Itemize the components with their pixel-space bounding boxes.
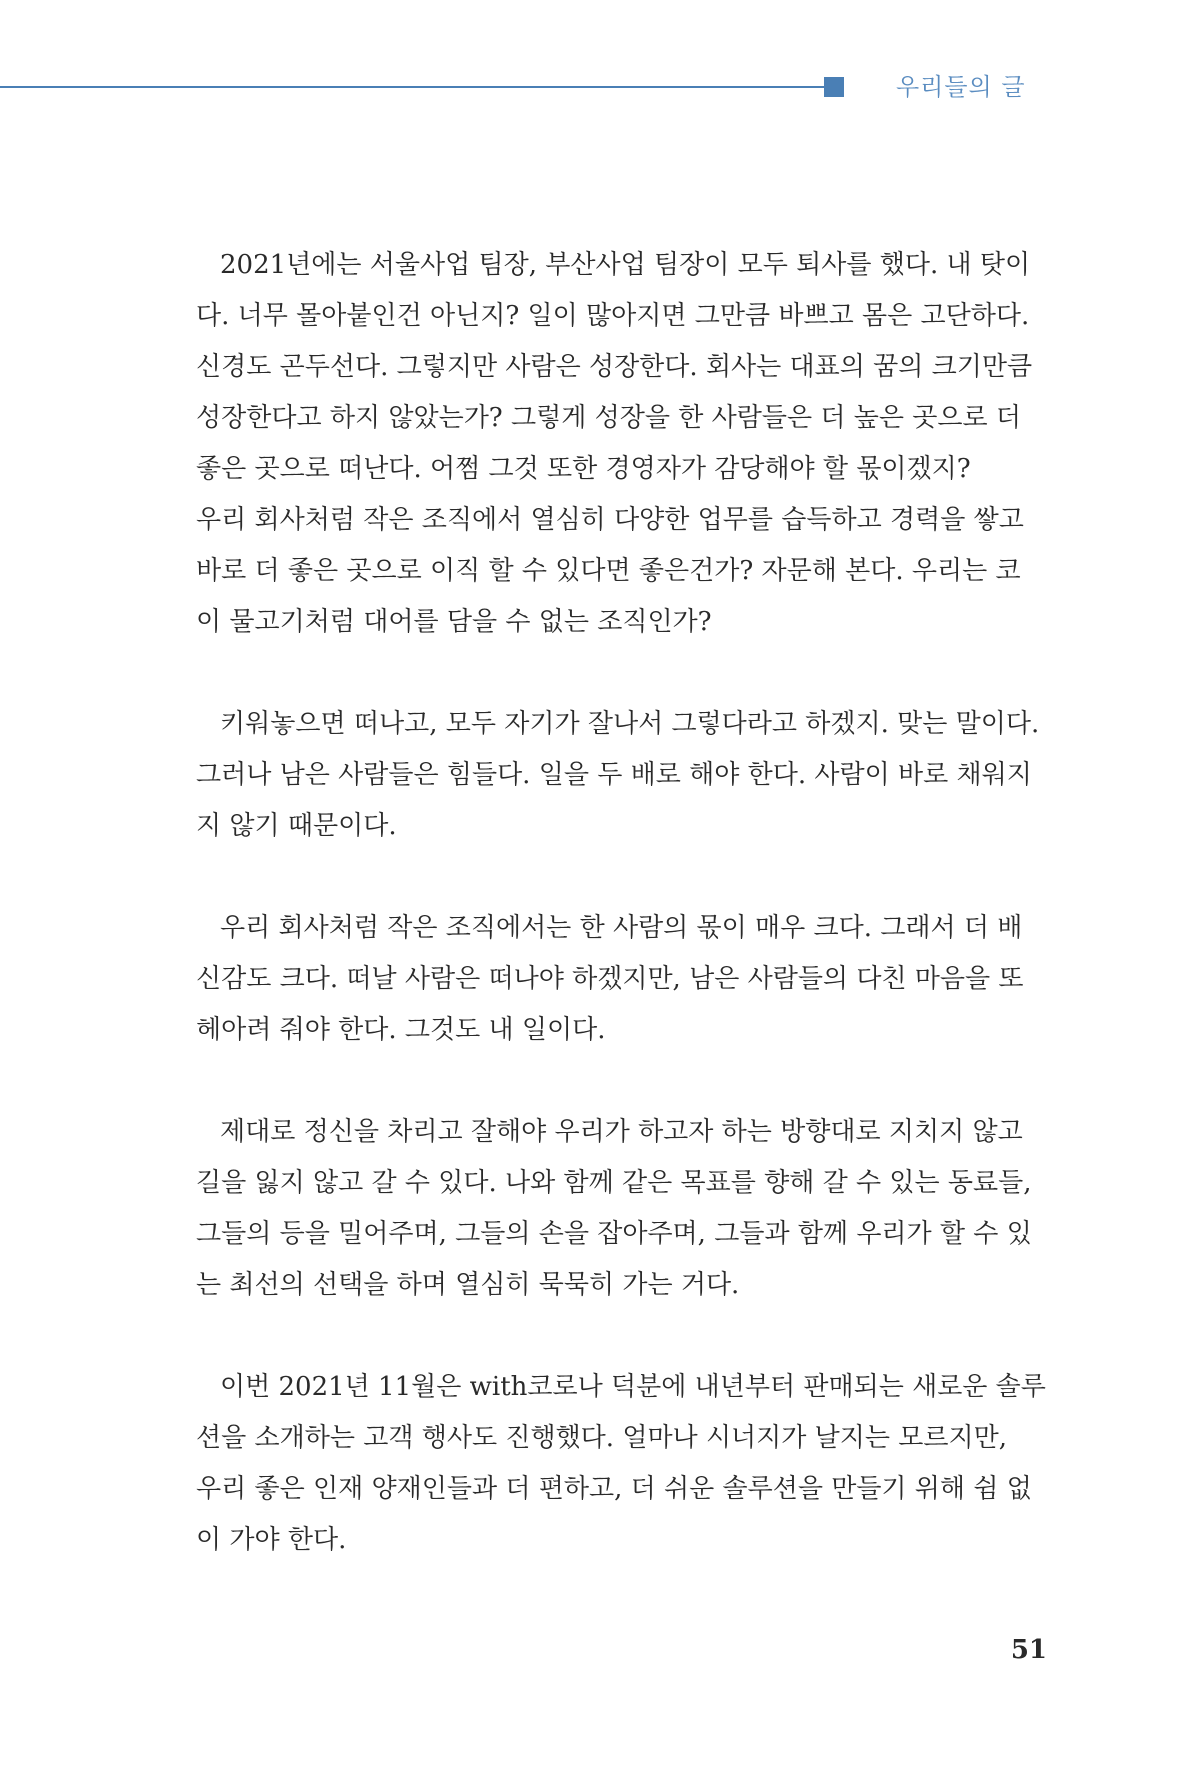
paragraph-5 [196,1362,1046,1566]
text-line: 우리 회사처럼 작은 조직에서 열심히 다양한 업무를 습득하고 경력을 쌓고 [196,505,1024,535]
text-line: 좋은 곳으로 떠난다. 어쩜 그것 또한 경영자가 감당해야 할 몫이겠지? [196,454,971,484]
text-line: 다. 너무 몰아붙인건 아닌지? 일이 많아지면 그만큼 바쁘고 몸은 고단하다. [196,301,1030,331]
paragraph-1 [196,240,1036,648]
text-line: 길을 잃지 않고 갈 수 있다. 나와 함께 같은 목표를 향해 갈 수 있는 동료들, [196,1168,1032,1198]
text-line: 우리 회사처럼 작은 조직에서는 한 사람의 몫이 매우 크다. 그래서 더 배 [220,913,1023,943]
text-line: 2021년에는 서울사업 팀장, 부산사업 팀장이 모두 퇴사를 했다. 내 탓이 [220,250,1031,280]
text-line: 션을 소개하는 고객 행사도 진행했다. 얼마나 시너지가 날지는 모르지만, [196,1423,1008,1453]
text-line: 제대로 정신을 차리고 잘해야 우리가 하고자 하는 방향대로 지치지 않고 [220,1117,1023,1147]
text-line: 이 물고기처럼 대어를 담을 수 없는 조직인가? [196,607,712,637]
text-line: 바로 더 좋은 곳으로 이직 할 수 있다면 좋은건가? 자문해 본다. 우리는 코 [196,556,1021,586]
paragraph-2 [196,699,1040,852]
header-rule [0,86,826,88]
body-text [196,240,1046,1617]
text-line: 는 최선의 선택을 하며 열심히 묵묵히 가는 거다. [196,1270,740,1300]
text-line: 이번 2021년 11월은 with코로나 덕분에 내년부터 판매되는 새로운 솔루 [220,1372,1046,1402]
text-line: 이 가야 한다. [196,1525,347,1555]
text-line: 그러나 남은 사람들은 힘들다. 일을 두 배로 해야 한다. 사람이 바로 채워지 [196,760,1032,790]
text-line: 성장한다고 하지 않았는가? 그렇게 성장을 한 사람들은 더 높은 곳으로 더 [196,403,1021,433]
text-line: 신감도 크다. 떠날 사람은 떠나야 하겠지만, 남은 사람들의 다친 마음을 또 [196,964,1024,994]
text-line: 그들의 등을 밀어주며, 그들의 손을 잡아주며, 그들과 함께 우리가 할 수 있 [196,1219,1032,1249]
paragraph-3 [196,903,1036,1056]
header-square-marker [824,77,844,97]
text-line: 헤아려 줘야 한다. 그것도 내 일이다. [196,1015,606,1045]
text-line: 우리 좋은 인재 양재인들과 더 편하고, 더 쉬운 솔루션을 만들기 위해 쉼 없 [196,1474,1032,1504]
text-line: 신경도 곤두선다. 그렇지만 사람은 성장한다. 회사는 대표의 꿈의 크기만큼 [196,352,1033,382]
paragraph-4 [196,1107,1036,1311]
page-number: 51 [1010,1635,1047,1665]
text-line: 지 않기 때문이다. [196,811,397,841]
section-title: 우리들의 글 [896,73,1026,101]
text-line: 키워놓으면 떠나고, 모두 자기가 잘나서 그렇다라고 하겠지. 맞는 말이다. [220,709,1040,739]
